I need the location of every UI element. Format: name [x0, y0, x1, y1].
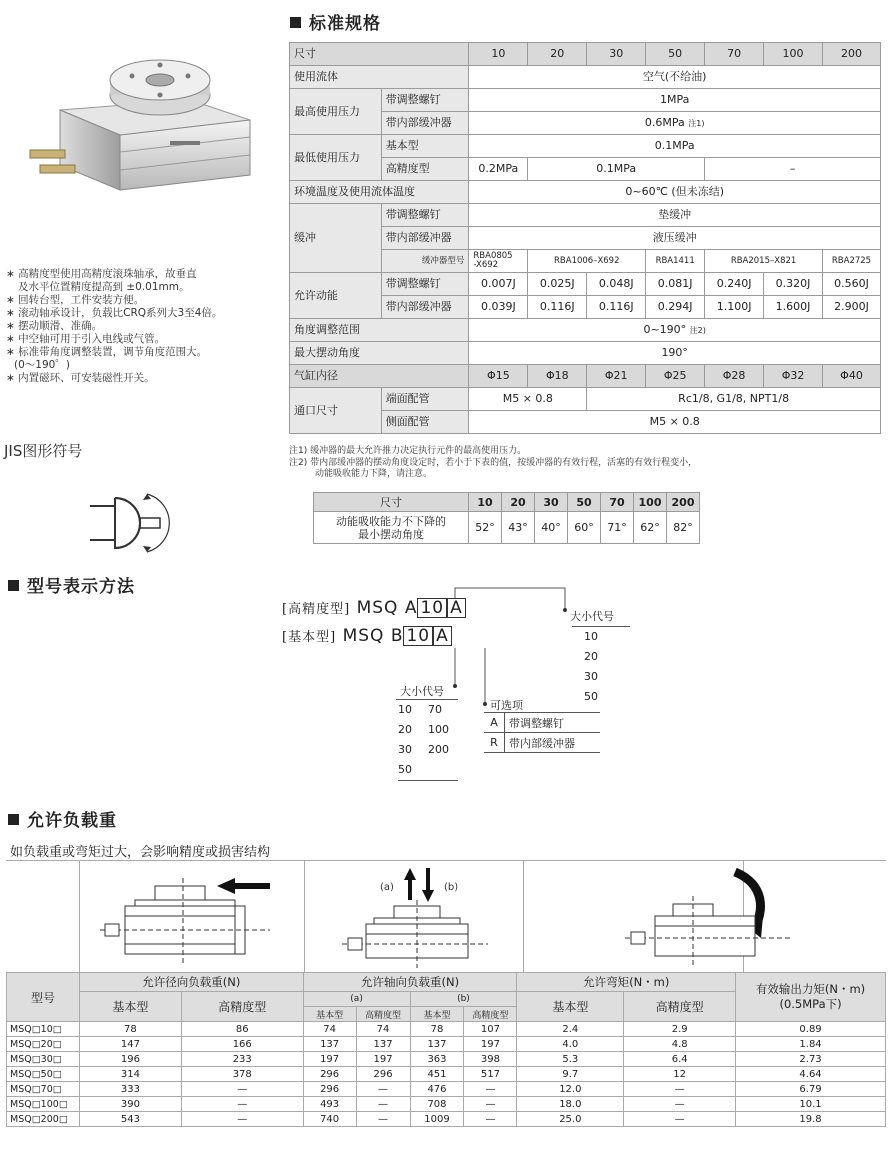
load-subtitle: 如负载重或弯矩过大，会影响精度或损害结构: [10, 845, 271, 860]
sub-label: 带调整螺钉: [381, 273, 469, 296]
table-row: [290, 388, 881, 411]
size-cell: 200: [667, 493, 700, 512]
feature-item: ∗ 滚动轴承设计，负载比CRQ系列大3至4倍。: [6, 307, 223, 319]
cell: 190°: [469, 342, 881, 365]
model-cell: MSQ□30□: [7, 1052, 80, 1067]
size-item: 50: [584, 690, 598, 703]
cell: 296: [303, 1082, 356, 1097]
size-list-left: 10 70 20 100 30 200 50: [396, 699, 458, 781]
radial-header: 允许径向负载重(N): [79, 973, 303, 992]
moment-header: 允许弯矩(N・m): [517, 973, 736, 992]
axial-load-diagram: [340, 866, 490, 968]
size-header: 尺寸: [314, 493, 469, 512]
cell: —: [181, 1112, 303, 1127]
model-cell: MSQ□200□: [7, 1112, 80, 1127]
radial-load-diagram: [95, 868, 285, 968]
cell: 基本型: [79, 992, 181, 1022]
cell: RBA2725: [822, 250, 880, 273]
cell: 4.0: [517, 1037, 624, 1052]
cell: M5 × 0.8: [469, 411, 881, 434]
table-row: [290, 43, 881, 66]
cell: 708: [410, 1097, 464, 1112]
prefix: MSQ: [356, 598, 399, 618]
feature-item: ∗ 摆动顺滑、准确。: [6, 320, 103, 332]
axial-header: 允许轴向负载重(N): [303, 973, 517, 992]
hp-label: [高精度型]: [282, 602, 351, 617]
cell: —: [624, 1112, 736, 1127]
cell: 0~190° 注2): [469, 319, 881, 342]
table-row: [7, 1022, 886, 1037]
table-row: [7, 1067, 886, 1082]
option-code: A: [484, 713, 505, 733]
cell: –: [705, 158, 881, 181]
cell: 137: [356, 1037, 410, 1052]
option-code: R: [484, 733, 505, 753]
cell: RBA0805 -X692: [469, 250, 528, 273]
size-cell: 10: [469, 43, 528, 66]
sub-label: 带调整螺钉: [381, 89, 469, 112]
model-cell: MSQ□50□: [7, 1067, 80, 1082]
table-row: [314, 512, 700, 544]
cell: 2.9: [624, 1022, 736, 1037]
sub-label: 带内部缓冲器: [381, 296, 469, 319]
cell: 166: [181, 1037, 303, 1052]
size-code-label-left: 大小代号: [400, 685, 444, 698]
cell: 52°: [469, 512, 502, 544]
type-letter: A: [404, 598, 418, 618]
cell: 基本型: [517, 992, 624, 1022]
cell: 543: [79, 1112, 181, 1127]
arrow-left-icon: [217, 878, 270, 894]
table-row: [290, 342, 881, 365]
size-cell: 50: [646, 43, 705, 66]
cell: 2.900J: [822, 296, 880, 319]
cell: —: [181, 1082, 303, 1097]
size-cell: 20: [528, 43, 587, 66]
cell: 296: [356, 1067, 410, 1082]
cell: 0.240J: [705, 273, 764, 296]
size-cell: 70: [601, 493, 634, 512]
sub-label: 基本型: [381, 135, 469, 158]
cell: 1.84: [736, 1037, 886, 1052]
model-cell: MSQ□20□: [7, 1037, 80, 1052]
cell: 6.79: [736, 1082, 886, 1097]
table-row: [7, 973, 886, 992]
torque-header: 有效输出力矩(N・m) (0.5MPa下): [736, 973, 886, 1022]
cell: Φ21: [587, 365, 646, 388]
cell: 1.100J: [705, 296, 764, 319]
row-label: 气缸内径: [290, 365, 469, 388]
option-code-box: A: [447, 598, 466, 618]
cell: (a): [303, 992, 410, 1007]
cell: 0.081J: [646, 273, 705, 296]
arrow-a-label: (a): [380, 882, 394, 893]
cell: 147: [79, 1037, 181, 1052]
sub-label: 带内部缓冲器: [381, 227, 469, 250]
cell: RBA1411: [646, 250, 705, 273]
table-row: [290, 365, 881, 388]
spec-section-title: 标准规格: [290, 9, 381, 34]
cell: 233: [181, 1052, 303, 1067]
table-row: [290, 89, 881, 112]
cell: RBA1006–X692: [528, 250, 646, 273]
cell: —: [464, 1097, 517, 1112]
table-row: [290, 319, 881, 342]
cell: RBA2015–X821: [705, 250, 823, 273]
cell: 2.4: [517, 1022, 624, 1037]
option-table: [484, 712, 600, 753]
cell: 451: [410, 1067, 464, 1082]
table-row: [290, 273, 881, 296]
feature-item: (0～190゜): [14, 359, 70, 371]
cell: —: [181, 1097, 303, 1112]
basic-label: [基本型]: [282, 630, 337, 645]
model-cell: MSQ□100□: [7, 1097, 80, 1112]
cell: 18.0: [517, 1097, 624, 1112]
feature-item: ∗ 高精度型使用高精度滚珠轴承，故垂直: [6, 268, 197, 280]
table-row: [290, 181, 881, 204]
option-desc: 带内部缓冲器: [509, 736, 575, 750]
model-header: 型号: [7, 973, 80, 1022]
row-label: 缓冲: [290, 204, 382, 273]
size-code-box: 10: [417, 598, 447, 618]
cell: 0.025J: [528, 273, 587, 296]
cell: —: [464, 1082, 517, 1097]
cell: 296: [303, 1067, 356, 1082]
cell: 空气(不给油): [469, 66, 881, 89]
size-item: 10: [584, 630, 598, 643]
cell: 0.2MPa: [469, 158, 528, 181]
table-row: [484, 713, 600, 733]
size-item: 20: [584, 650, 598, 663]
cell: 107: [464, 1022, 517, 1037]
size-cell: 30: [587, 43, 646, 66]
cell: 9.7: [517, 1067, 624, 1082]
cell: 137: [303, 1037, 356, 1052]
table-row: [7, 1097, 886, 1112]
cell: 71°: [601, 512, 634, 544]
cell: (b): [410, 992, 517, 1007]
model-cell: MSQ□10□: [7, 1022, 80, 1037]
type-letter: B: [390, 626, 404, 646]
row-label: 动能吸收能力不下降的 最小摆动角度: [314, 512, 469, 544]
sub-label: 侧面配管: [381, 411, 469, 434]
cell: 390: [79, 1097, 181, 1112]
feature-item: ∗ 标准带角度调整装置，调节角度范围大。: [6, 346, 208, 358]
cell: M5 × 0.8: [469, 388, 587, 411]
row-label: 最高使用压力: [290, 89, 382, 135]
feature-item: ∗ 内置磁环、可安装磁性开关。: [6, 372, 155, 384]
table-row: [7, 1052, 886, 1067]
table-row: [290, 204, 881, 227]
cell: 10.1: [736, 1097, 886, 1112]
cell: 0.1MPa: [469, 135, 881, 158]
cell: 197: [464, 1037, 517, 1052]
cell: Rc1/8, G1/8, NPT1/8: [587, 388, 881, 411]
cell: 43°: [502, 512, 535, 544]
cell: Φ28: [705, 365, 764, 388]
cell: —: [356, 1082, 410, 1097]
option-desc: 带调整螺钉: [509, 716, 564, 730]
sub-label: 带调整螺钉: [381, 204, 469, 227]
cell: 517: [464, 1067, 517, 1082]
cell: 4.8: [624, 1037, 736, 1052]
size-code-label-right: 大小代号: [570, 610, 614, 623]
cell: 0.007J: [469, 273, 528, 296]
sub-label: 高精度型: [381, 158, 469, 181]
feature-item: ∗ 中空轴可用于引入电线或气管。: [6, 333, 166, 345]
sub-label: 端面配管: [381, 388, 469, 411]
cell: 1MPa: [469, 89, 881, 112]
cell: 137: [410, 1037, 464, 1052]
cell: 314: [79, 1067, 181, 1082]
cell: Φ32: [764, 365, 823, 388]
cell: 74: [356, 1022, 410, 1037]
feature-item: ∗ 回转台型，工件安装方便。: [6, 294, 145, 306]
cell: 197: [303, 1052, 356, 1067]
table-row: [7, 1112, 886, 1127]
load-section-title: 允许负载重: [8, 806, 117, 831]
size-cell: 100: [764, 43, 823, 66]
cell: 363: [410, 1052, 464, 1067]
cell: 高精度型: [624, 992, 736, 1022]
cell: 740: [303, 1112, 356, 1127]
jis-title: JIS图形符号: [4, 442, 83, 460]
table-row: [7, 1037, 886, 1052]
cell: 493: [303, 1097, 356, 1112]
size-cell: 200: [822, 43, 880, 66]
cell: 78: [410, 1022, 464, 1037]
option-code-box: A: [433, 626, 452, 646]
cell: 62°: [634, 512, 667, 544]
cell: —: [464, 1112, 517, 1127]
cell: 高精度型: [181, 992, 303, 1022]
row-label: 使用流体: [290, 66, 469, 89]
cell: Φ15: [469, 365, 528, 388]
cell: 60°: [568, 512, 601, 544]
row-label: 允许动能: [290, 273, 382, 319]
row-label: 通口尺寸: [290, 388, 382, 434]
cell: 基本型: [410, 1007, 464, 1022]
arrow-b-label: (b): [444, 882, 459, 893]
cell: 74: [303, 1022, 356, 1037]
cell: 基本型: [303, 1007, 356, 1022]
prefix: MSQ: [342, 626, 385, 646]
cell: 液压缓冲: [469, 227, 881, 250]
table-row: [290, 66, 881, 89]
row-label: 最低使用压力: [290, 135, 382, 181]
sub-label: 缓冲器型号: [381, 250, 469, 273]
cell: Φ25: [646, 365, 705, 388]
cell: 378: [181, 1067, 303, 1082]
size-cell: 30: [535, 493, 568, 512]
cell: 4.64: [736, 1067, 886, 1082]
cell: 0~60℃ (但未冻结): [469, 181, 881, 204]
cell: 6.4: [624, 1052, 736, 1067]
cell: 1009: [410, 1112, 464, 1127]
cell: 12.0: [517, 1082, 624, 1097]
cell: 0.116J: [587, 296, 646, 319]
note-1: 注1) 缓冲器的最大允许推力决定执行元件的最高使用压力。: [289, 446, 527, 456]
cell: 12: [624, 1067, 736, 1082]
cell: 0.048J: [587, 273, 646, 296]
cell: 0.294J: [646, 296, 705, 319]
sub-label: 带内部缓冲器: [381, 112, 469, 135]
size-header: 尺寸: [290, 43, 469, 66]
size-cell: 10: [469, 493, 502, 512]
size-cell: 50: [568, 493, 601, 512]
cell: Φ40: [822, 365, 880, 388]
note-2-cont: 动能吸收能力下降，请注意。: [315, 469, 433, 479]
cell: 82°: [667, 512, 700, 544]
cell: 398: [464, 1052, 517, 1067]
cell: 25.0: [517, 1112, 624, 1127]
notes: [289, 446, 881, 481]
size-cell: 100: [634, 493, 667, 512]
cell: 78: [79, 1022, 181, 1037]
cell: 0.320J: [764, 273, 823, 296]
cell: 0.039J: [469, 296, 528, 319]
cell: 垫缓冲: [469, 204, 881, 227]
row-label: 环境温度及使用流体温度: [290, 181, 469, 204]
row-label: 最大摆动角度: [290, 342, 469, 365]
table-row: [484, 733, 600, 753]
cell: 476: [410, 1082, 464, 1097]
model-cell: MSQ□70□: [7, 1082, 80, 1097]
jis-symbol-icon: [85, 488, 175, 558]
cell: 86: [181, 1022, 303, 1037]
cell: —: [624, 1082, 736, 1097]
arrow-down-icon: [422, 868, 434, 902]
table-row: [290, 135, 881, 158]
cell: —: [356, 1097, 410, 1112]
cell: 0.89: [736, 1022, 886, 1037]
cell: 0.1MPa: [528, 158, 705, 181]
cell: 333: [79, 1082, 181, 1097]
size-item: 30: [584, 670, 598, 683]
table-row: [314, 493, 700, 512]
size-cell: 20: [502, 493, 535, 512]
cell: 高精度型: [464, 1007, 517, 1022]
size-list-right: [572, 626, 630, 707]
cell: 1.600J: [764, 296, 823, 319]
moment-diagram: [615, 866, 795, 968]
spec-table: [289, 42, 881, 434]
option-label: 可选项: [490, 699, 523, 712]
min-angle-table: [313, 492, 700, 544]
cell: —: [356, 1112, 410, 1127]
cell: 0.6MPa 注1): [469, 112, 881, 135]
cell: 5.3: [517, 1052, 624, 1067]
feature-list: [6, 268, 276, 385]
product-photo: [20, 40, 260, 210]
size-cell: 70: [705, 43, 764, 66]
cell: 0.560J: [822, 273, 880, 296]
cell: 19.8: [736, 1112, 886, 1127]
cell: 40°: [535, 512, 568, 544]
cell: 196: [79, 1052, 181, 1067]
feature-item: 及水平位置精度提高到 ±0.01mm。: [18, 281, 190, 293]
cell: Φ18: [528, 365, 587, 388]
row-label: 角度调整范围: [290, 319, 469, 342]
cell: 0.116J: [528, 296, 587, 319]
cell: 高精度型: [356, 1007, 410, 1022]
note-2: 注2) 带内部缓冲器的摆动角度设定时，若小于下表的值，按缓冲器的有效行程，活塞的有效行程变小，: [289, 457, 698, 468]
size-code-box: 10: [403, 626, 433, 646]
cell: —: [624, 1097, 736, 1112]
arrow-up-icon: [404, 868, 416, 900]
load-table: [6, 972, 886, 1127]
table-row: [7, 1082, 886, 1097]
cell: 2.73: [736, 1052, 886, 1067]
cell: 197: [356, 1052, 410, 1067]
model-section-title: 型号表示方法: [8, 572, 135, 597]
